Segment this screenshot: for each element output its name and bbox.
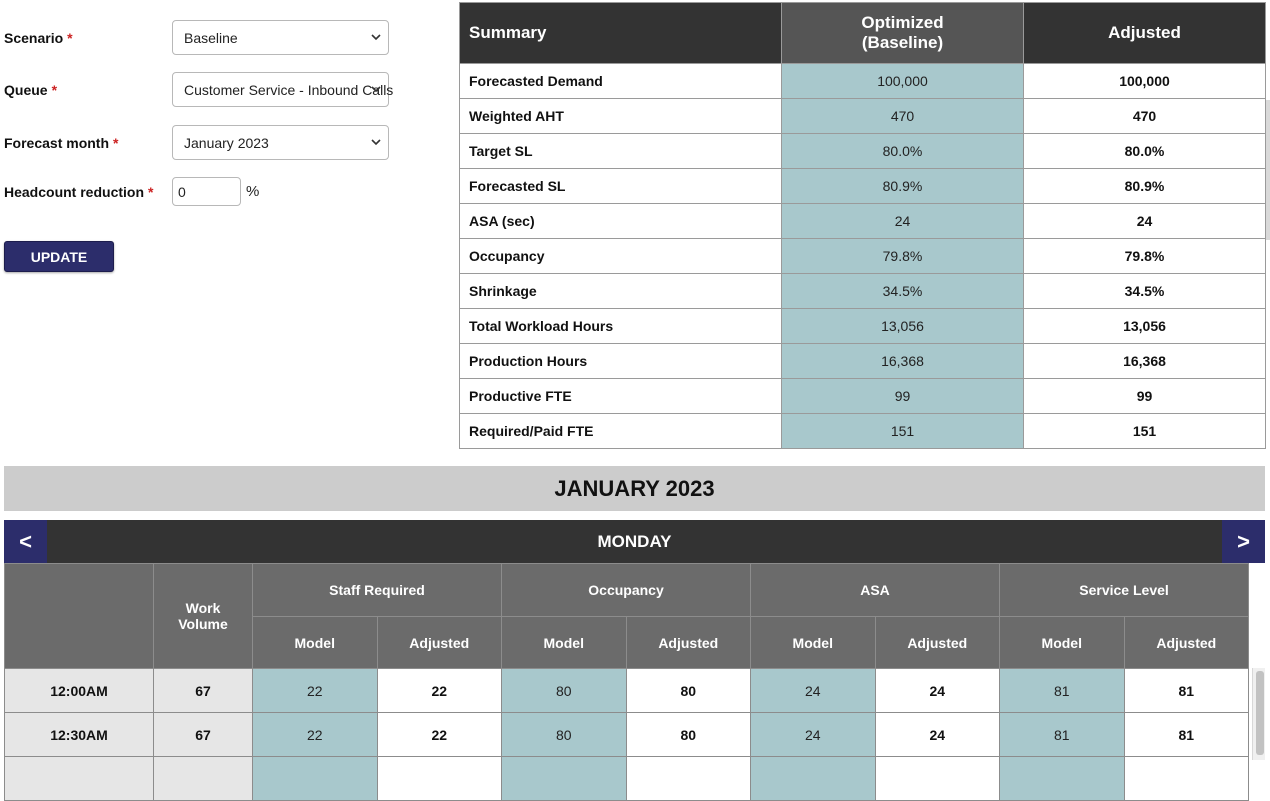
- interval-header-staff-required: Staff Required: [253, 564, 502, 617]
- scenario-label: Scenario *: [4, 29, 73, 46]
- staff-required-model: 22: [253, 669, 378, 713]
- subheader-adjusted: Adjusted: [626, 617, 751, 669]
- summary-optimized-value: 99: [782, 379, 1024, 414]
- summary-optimized-value: 80.9%: [782, 169, 1024, 204]
- occupancy-adjusted[interactable]: [626, 757, 751, 801]
- summary-optimized-value: 80.0%: [782, 134, 1024, 169]
- interval-header-asa: ASA: [751, 564, 1000, 617]
- summary-row: [460, 64, 1266, 99]
- day-title: MONDAY: [597, 531, 672, 551]
- summary-metric: Forecasted Demand: [460, 64, 782, 99]
- forecast-month-label: Forecast month *: [4, 134, 119, 151]
- summary-adjusted-value: 99: [1024, 379, 1266, 414]
- update-button[interactable]: UPDATE: [4, 241, 114, 272]
- page-scrollbar[interactable]: [1266, 100, 1270, 240]
- headcount-reduction-input[interactable]: [172, 177, 241, 206]
- occupancy-model: [502, 757, 627, 801]
- summary-metric: Production Hours: [460, 344, 782, 379]
- scenario-value: Baseline: [184, 29, 238, 46]
- summary-adjusted-value: 470: [1024, 99, 1266, 134]
- summary-row: [460, 239, 1266, 274]
- summary-optimized-value: 79.8%: [782, 239, 1024, 274]
- subheader-model: Model: [253, 617, 378, 669]
- summary-adjusted-value: 34.5%: [1024, 274, 1266, 309]
- interval-work-volume: [154, 757, 253, 801]
- interval-time: 12:00AM: [5, 669, 154, 713]
- staff-required-adjusted[interactable]: 22: [377, 669, 502, 713]
- summary-row: [460, 134, 1266, 169]
- summary-header-optimized-line1: Optimized: [861, 13, 944, 32]
- summary-row: [460, 379, 1266, 414]
- service-level-adjusted[interactable]: [1124, 757, 1249, 801]
- month-title: JANUARY 2023: [4, 466, 1265, 511]
- staff-required-model: 22: [253, 713, 378, 757]
- summary-adjusted-value: 24: [1024, 204, 1266, 239]
- asa-adjusted[interactable]: 24: [875, 713, 1000, 757]
- summary-adjusted-value: 80.9%: [1024, 169, 1266, 204]
- forecast-month-row: [4, 125, 389, 160]
- work-volume-header-line1: Work: [185, 600, 221, 616]
- summary-optimized-value: 16,368: [782, 344, 1024, 379]
- summary-adjusted-value: 13,056: [1024, 309, 1266, 344]
- summary-adjusted-value: 16,368: [1024, 344, 1266, 379]
- queue-value: Customer Service - Inbound Calls: [184, 81, 394, 98]
- summary-row: [460, 344, 1266, 379]
- summary-row: [460, 309, 1266, 344]
- required-mark: *: [67, 29, 73, 46]
- asa-model: 24: [751, 669, 876, 713]
- forecast-month-select[interactable]: [172, 125, 389, 160]
- subheader-adjusted: Adjusted: [1124, 617, 1249, 669]
- interval-time: [5, 757, 154, 801]
- chevron-down-icon: [370, 83, 382, 95]
- summary-row: [460, 204, 1266, 239]
- interval-body: [5, 669, 1249, 801]
- chevron-down-icon: [370, 136, 382, 148]
- next-day-button[interactable]: >: [1222, 520, 1265, 563]
- interval-header-row-groups: [5, 564, 1249, 617]
- interval-row: [5, 757, 1249, 801]
- summary-header-row: [460, 3, 1266, 64]
- asa-adjusted[interactable]: 24: [875, 669, 1000, 713]
- summary-optimized-value: 100,000: [782, 64, 1024, 99]
- interval-work-volume: 67: [154, 713, 253, 757]
- summary-header-optimized: [782, 3, 1024, 64]
- summary-row: [460, 274, 1266, 309]
- staff-required-adjusted[interactable]: 22: [377, 713, 502, 757]
- occupancy-adjusted[interactable]: 80: [626, 669, 751, 713]
- service-level-adjusted[interactable]: 81: [1124, 713, 1249, 757]
- summary-metric: Total Workload Hours: [460, 309, 782, 344]
- work-volume-header-line2: Volume: [178, 616, 228, 632]
- headcount-reduction-label: Headcount reduction *: [4, 183, 154, 200]
- staff-required-model: [253, 757, 378, 801]
- summary-table: [459, 2, 1266, 449]
- summary-metric: Occupancy: [460, 239, 782, 274]
- headcount-reduction-row: [4, 177, 259, 206]
- queue-select[interactable]: [172, 72, 394, 107]
- chevron-down-icon: [370, 31, 382, 43]
- service-level-model: 81: [1000, 669, 1125, 713]
- summary-body: [460, 64, 1266, 449]
- queue-label: Queue *: [4, 81, 58, 98]
- subheader-model: Model: [751, 617, 876, 669]
- staff-required-adjusted[interactable]: [377, 757, 502, 801]
- scrollbar-thumb[interactable]: [1256, 671, 1264, 755]
- required-mark: *: [113, 134, 119, 151]
- summary-row: [460, 414, 1266, 449]
- summary-metric: Productive FTE: [460, 379, 782, 414]
- percent-unit: %: [246, 183, 260, 200]
- interval-header-occupancy: Occupancy: [502, 564, 751, 617]
- subheader-model: Model: [1000, 617, 1125, 669]
- summary-metric: Weighted AHT: [460, 99, 782, 134]
- occupancy-adjusted[interactable]: 80: [626, 713, 751, 757]
- scenario-select[interactable]: [172, 20, 389, 55]
- summary-adjusted-value: 151: [1024, 414, 1266, 449]
- summary-row: [460, 99, 1266, 134]
- summary-optimized-value: 470: [782, 99, 1024, 134]
- summary-metric: Required/Paid FTE: [460, 414, 782, 449]
- summary-row: [460, 169, 1266, 204]
- interval-work-volume: 67: [154, 669, 253, 713]
- asa-model: [751, 757, 876, 801]
- summary-metric: ASA (sec): [460, 204, 782, 239]
- summary-adjusted-value: 79.8%: [1024, 239, 1266, 274]
- interval-row: [5, 713, 1249, 757]
- subheader-adjusted: Adjusted: [875, 617, 1000, 669]
- subheader-model: Model: [502, 617, 627, 669]
- interval-table-container: [4, 563, 1265, 760]
- summary-optimized-value: 34.5%: [782, 274, 1024, 309]
- service-level-model: [1000, 757, 1125, 801]
- occupancy-model: 80: [502, 713, 627, 757]
- required-mark: *: [51, 81, 58, 98]
- summary-adjusted-value: 80.0%: [1024, 134, 1266, 169]
- interval-time: 12:30AM: [5, 713, 154, 757]
- summary-header-adjusted: Adjusted: [1024, 3, 1266, 64]
- interval-header-service-level: Service Level: [1000, 564, 1249, 617]
- summary-header-optimized-line2: (Baseline): [861, 33, 944, 52]
- summary-optimized-value: 13,056: [782, 309, 1024, 344]
- interval-header-time: [5, 564, 154, 669]
- summary-metric: Shrinkage: [460, 274, 782, 309]
- queue-row: [4, 72, 394, 107]
- previous-day-button[interactable]: <: [4, 520, 47, 563]
- interval-table: [4, 563, 1249, 801]
- asa-model: 24: [751, 713, 876, 757]
- forecast-month-value: January 2023: [184, 134, 269, 151]
- service-level-adjusted[interactable]: 81: [1124, 669, 1249, 713]
- interval-row: [5, 669, 1249, 713]
- required-mark: *: [148, 183, 154, 200]
- service-level-model: 81: [1000, 713, 1125, 757]
- day-navigation-bar: [4, 520, 1265, 563]
- occupancy-model: 80: [502, 669, 627, 713]
- interval-header-work-volume: [154, 564, 253, 669]
- summary-metric: Target SL: [460, 134, 782, 169]
- table-scrollbar[interactable]: [1252, 668, 1265, 760]
- summary-optimized-value: 151: [782, 414, 1024, 449]
- subheader-adjusted: Adjusted: [377, 617, 502, 669]
- summary-metric: Forecasted SL: [460, 169, 782, 204]
- asa-adjusted[interactable]: [875, 757, 1000, 801]
- summary-adjusted-value: 100,000: [1024, 64, 1266, 99]
- summary-optimized-value: 24: [782, 204, 1024, 239]
- summary-header-metric: Summary: [460, 3, 782, 64]
- scenario-row: [4, 20, 389, 55]
